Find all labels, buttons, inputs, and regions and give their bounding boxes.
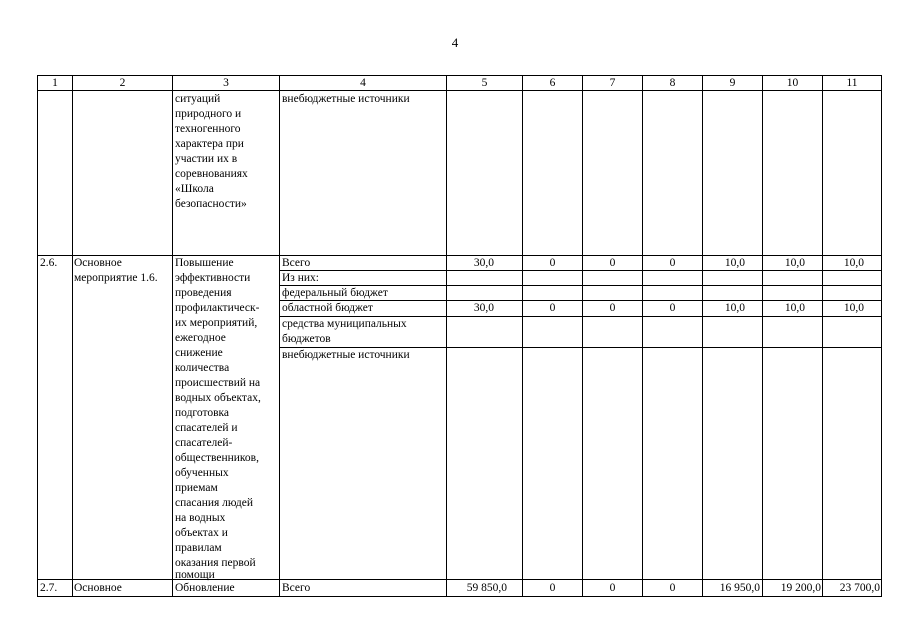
col-header-6: 6 — [549, 77, 556, 89]
value-cell: 10,0 — [724, 302, 745, 314]
col-header-9: 9 — [729, 77, 736, 89]
value-cell: 59 850,0 — [466, 582, 507, 594]
cont-desc-line: ситуаций — [175, 93, 221, 105]
col-header-3: 3 — [223, 77, 229, 89]
row-2-6-desc-line: оказания первой — [175, 557, 256, 569]
row-2-6-desc-line: объектах и — [175, 527, 228, 539]
value-cell: 10,0 — [843, 257, 864, 269]
row-2-6-desc-line: Повышение — [175, 257, 234, 269]
cont-source-label: внебюджетные источники — [282, 93, 410, 105]
value-cell: 23 700,0 — [839, 582, 880, 594]
row-2-6-desc-line: обученных — [175, 467, 229, 479]
row-2-6-desc-line: количества — [175, 362, 230, 374]
cont-desc-line: безопасности» — [175, 198, 247, 210]
cont-desc-line: природного и — [175, 108, 242, 120]
col-header-1: 1 — [52, 77, 58, 89]
row-2-7-desc: Обновление — [175, 582, 235, 594]
col-header-2: 2 — [119, 77, 126, 89]
value-cell: 16 950,0 — [719, 582, 760, 594]
value-cell: 10,0 — [784, 302, 805, 314]
source-label-total: Всего — [282, 582, 311, 594]
value-cell: 19 200,0 — [780, 582, 821, 594]
source-label-municipal: бюджетов — [282, 333, 331, 345]
row-2-6-desc-line: спасателей- — [175, 437, 233, 449]
row-2-6-desc-line: общественников, — [175, 452, 259, 464]
value-cell: 10,0 — [843, 302, 864, 314]
value-cell: 0 — [669, 257, 676, 269]
row-2-6-desc-line: эффективности — [175, 272, 251, 284]
source-label-regional: областной бюджет — [282, 302, 373, 314]
row-2-6-desc-line: их мероприятий, — [175, 317, 258, 329]
row-2-6-name: мероприятие 1.6. — [74, 272, 158, 284]
row-2-6-desc-line: подготовка — [175, 407, 230, 419]
row-2-6-desc-line: снижение — [175, 347, 223, 359]
cont-desc-line: техногенного — [175, 123, 241, 135]
value-cell: 10,0 — [724, 257, 745, 269]
col-header-5: 5 — [481, 77, 488, 89]
row-2-6-desc-line: помощи — [175, 569, 215, 581]
col-header-7: 7 — [609, 77, 616, 89]
value-cell: 0 — [549, 302, 556, 314]
value-cell: 30,0 — [473, 302, 494, 314]
source-label-of-which: Из них: — [282, 272, 319, 284]
col-header-11: 11 — [846, 77, 858, 89]
value-cell: 0 — [549, 582, 556, 594]
col-header-4: 4 — [360, 77, 366, 89]
row-2-7-name: Основное — [74, 582, 122, 594]
row-2-6-desc-line: проведения — [175, 287, 232, 299]
col-header-8: 8 — [669, 77, 676, 89]
page-number: 4 — [451, 35, 459, 50]
source-label-extrabudgetary: внебюджетные источники — [282, 349, 410, 361]
row-2-7-number: 2.7. — [40, 582, 58, 594]
value-cell: 0 — [609, 302, 616, 314]
row-2-6-desc-line: происшествий на — [175, 377, 261, 389]
row-2-6-number: 2.6. — [40, 257, 58, 269]
cont-desc-line: участии их в — [175, 153, 238, 165]
value-cell: 0 — [549, 257, 556, 269]
value-cell: 10,0 — [784, 257, 805, 269]
source-label-federal: федеральный бюджет — [282, 287, 388, 299]
row-2-6-desc-line: на водных — [175, 512, 226, 524]
row-2-6-desc-line: правилам — [175, 542, 222, 554]
row-2-6-desc-line: приемам — [175, 482, 218, 494]
cont-desc-line: характера при — [175, 138, 244, 150]
value-cell: 0 — [609, 257, 616, 269]
value-cell: 0 — [669, 302, 676, 314]
row-2-6-desc-line: водных объектах, — [175, 392, 261, 404]
row-2-6-desc-line: спасания людей — [175, 497, 254, 509]
row-2-6-name: Основное — [74, 257, 122, 269]
row-2-6-desc-line: профилактическ- — [175, 302, 260, 314]
value-cell: 0 — [609, 582, 616, 594]
source-label-municipal: средства муниципальных — [282, 318, 407, 330]
row-2-6-desc-line: ежегодное — [175, 332, 226, 344]
value-cell: 30,0 — [473, 257, 494, 269]
source-label-total: Всего — [282, 257, 311, 269]
value-cell: 0 — [669, 582, 676, 594]
cont-desc-line: соревнованиях — [175, 168, 248, 180]
row-2-6-desc-line: спасателей и — [175, 422, 238, 434]
col-header-10: 10 — [786, 77, 799, 89]
cont-desc-line: «Школа — [175, 183, 214, 195]
